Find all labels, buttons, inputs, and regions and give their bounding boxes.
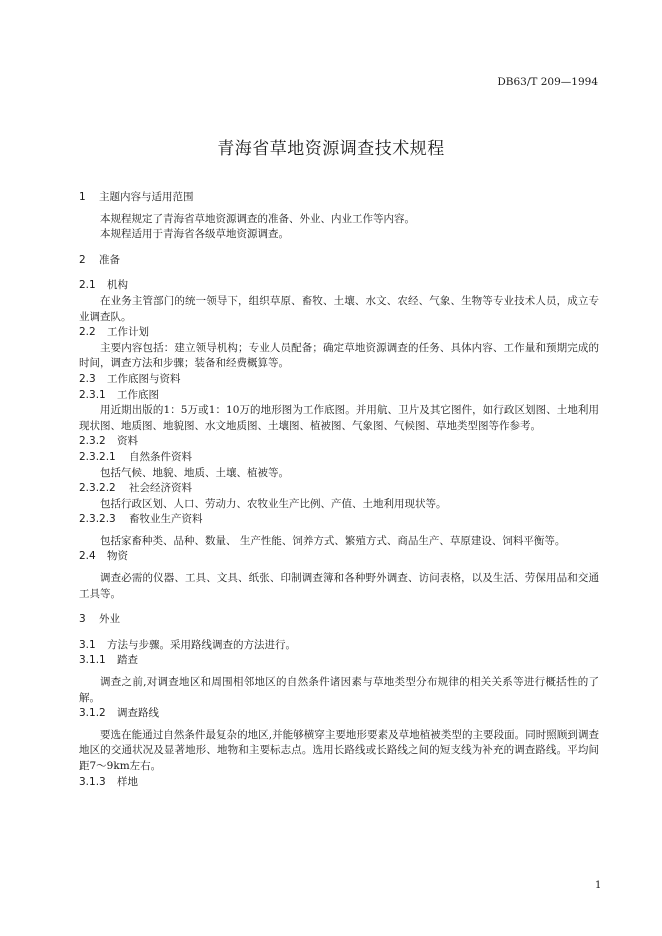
section-heading-2-3-2-2 [79, 481, 599, 497]
section-title: 调查路线 [117, 707, 159, 720]
section-heading-3-1-2 [79, 706, 599, 722]
section-title: 物资 [107, 550, 128, 563]
paragraph: 主要内容包括：建立领导机构；专业人员配备；确定草地资源调查的任务、具体内容、工作量和预期完成的时间，调查方法和步骤；装备和经费概算等。 [79, 341, 599, 370]
section-number: 3.1.1 [79, 654, 106, 667]
section-title: 准备 [99, 253, 120, 266]
section-title: 工作计划 [107, 326, 149, 339]
section-number: 2.3.1 [79, 388, 106, 401]
section-heading-2-1 [79, 278, 599, 294]
section-number: 2.3.2 [79, 435, 106, 448]
section-title: 畜牧业生产资料 [129, 513, 203, 526]
section-title: 外业 [99, 613, 120, 626]
section-title: 机构 [107, 279, 128, 292]
section-number: 2.3.2.1 [79, 450, 116, 463]
section-title: 工作底图 [117, 388, 159, 401]
section-number: 3.1.3 [79, 775, 106, 788]
section-number: 2.1 [79, 279, 96, 292]
page-number: 1 [595, 880, 602, 891]
section-number: 1 [79, 191, 86, 203]
paragraph: 本规程规定了青海省草地资源调查的准备、外业、内业工作等内容。 [100, 212, 415, 225]
section-number: 2.3.2.2 [79, 482, 116, 495]
section-title: 样地 [117, 775, 138, 788]
section-title: 主题内容与适用范围 [99, 191, 194, 203]
paragraph: 调查之前,对调查地区和周围相邻地区的自然条件诸因素与草地类型分布规律的相关关系等进行概括性的了解。 [79, 676, 599, 704]
paragraph: 调查必需的仪器、工具、文具、纸张、印制调查簿和各种野外调查、访问表格，以及生活、劳保用品和交通工具等。 [79, 572, 599, 600]
section-heading-3-1 [79, 638, 599, 654]
paragraph: 包括气候、地貌、地质、土壤、植被等。 [100, 466, 289, 479]
paragraph: 包括家畜种类、品种、数量、 生产性能、饲养方式、繁殖方式、商品生产、草原建设、饲料平衡等。 [100, 534, 566, 547]
section-heading-3-1-1 [79, 653, 599, 669]
section-heading-3-1-3 [79, 775, 599, 791]
section-number: 2 [79, 253, 86, 266]
section-title: 社会经济资料 [129, 482, 192, 495]
section-number: 3.1 [79, 638, 96, 651]
section-heading-2-3-1 [79, 388, 599, 404]
paragraph: 要选在能通过自然条件最复杂的地区,并能够横穿主要地形要素及草地植被类型的主要段面。同时照顾到调查地区的交通状况及显著地形、地物和主要标志点。选用长路线或长路线之间的短支线为补充的调查路线。平均间距7～9km左右。 [79, 728, 599, 772]
section-title: 自然条件资料 [129, 450, 192, 463]
section-title: 方法与步骤。采用路线调查的方法进行。 [107, 638, 296, 651]
section-number: 3 [79, 613, 86, 626]
paragraph: 用近期出版的1：5万或1：10万的地形图为工作底图。并用航、卫片及其它图件，如行政区划图、土地利用现状图、地质图、地貌图、水文地质图、土壤图、植被图、气象图、气候图、草地类型图等作参考。 [79, 404, 599, 432]
section-number: 3.1.2 [79, 707, 106, 720]
document-title: 青海省草地资源调查技术规程 [217, 139, 445, 159]
section-heading-2-3-2 [79, 434, 599, 450]
section-heading-2-3 [79, 372, 599, 388]
section-heading-3 [79, 612, 599, 628]
section-heading-2-3-2-1 [79, 450, 599, 466]
paragraph: 在业务主管部门的统一领导下，组织草原、畜牧、土壤、水文、农经、气象、生物等专业技术人员，成立专业调查队。 [79, 294, 599, 323]
section-number: 2.3 [79, 372, 96, 385]
section-heading-1 [79, 190, 599, 206]
section-title: 资料 [117, 435, 138, 448]
section-heading-2-3-2-3 [79, 512, 599, 528]
section-title: 踏查 [117, 654, 138, 667]
section-heading-2-4 [79, 549, 599, 565]
section-number: 2.3.2.3 [79, 513, 116, 526]
document-body [79, 190, 599, 790]
section-heading-2-2 [79, 325, 599, 341]
section-heading-2 [79, 253, 599, 269]
section-number: 2.2 [79, 326, 96, 339]
section-number: 2.4 [79, 550, 96, 563]
section-title: 工作底图与资料 [107, 372, 181, 385]
paragraph: 本规程适用于青海省各级草地资源调查。 [100, 228, 289, 241]
paragraph: 包括行政区划、人口、劳动力、农牧业生产比例、产值、土地利用现状等。 [100, 497, 447, 510]
standard-code: DB63/T 209—1994 [497, 76, 598, 88]
